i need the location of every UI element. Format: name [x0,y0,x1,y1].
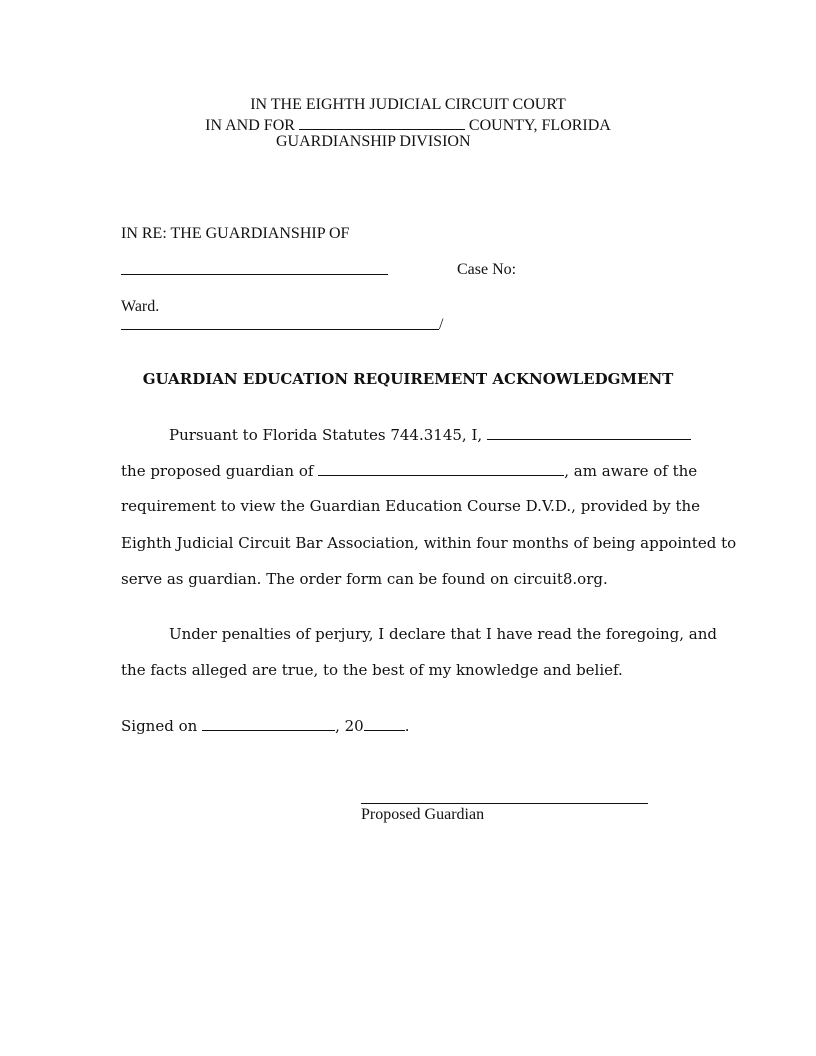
paragraph1-line3: requirement to view the Guardian Education Course D.V.D., provided by the [121,497,701,515]
caption-end-slash: / [439,316,444,333]
paragraph2-line1: Under penalties of perjury, I declare that I have read the foregoing, and [169,625,717,643]
aware-text: , am aware of the [564,462,698,480]
ward-name-blank[interactable] [121,274,388,275]
county-blank[interactable] [299,115,465,130]
paragraph1-line1 [169,425,691,444]
county-prefix: IN AND FOR [205,117,295,134]
statute-text: Pursuant to Florida Statutes 744.3145, I, [169,426,483,444]
signed-date-blank[interactable] [202,716,335,731]
county-line [0,115,816,135]
case-number-label: Case No: [457,261,517,278]
document-title: GUARDIAN EDUCATION REQUIREMENT ACKNOWLEDGMENT [142,370,674,388]
court-name: IN THE EIGHTH JUDICIAL CIRCUIT COURT [250,96,566,113]
paragraph1-line5: serve as guardian. The order form can be found on circuit8.org. [121,570,608,588]
paragraph2-line2: the facts alleged are true, to the best of my knowledge and belief. [121,661,623,679]
signed-on-label: Signed on [121,717,198,735]
proposed-guardian-of-text: the proposed guardian of [121,462,314,480]
in-re-line: IN RE: THE GUARDIANSHIP OF [121,225,350,242]
division-name: GUARDIANSHIP DIVISION [276,133,471,150]
signed-on-line [121,716,409,735]
year-prefix: , 20 [335,717,364,735]
county-suffix: COUNTY, FLORIDA [468,117,611,134]
year-blank[interactable] [364,716,405,731]
ward-label: Ward. [121,298,160,315]
ward-blank[interactable] [318,461,564,476]
signature-line[interactable] [361,803,648,804]
caption-rule [121,329,439,330]
signature-label: Proposed Guardian [361,806,485,823]
paragraph1-line4: Eighth Judicial Circuit Bar Association, within four months of being appointed to [121,534,737,552]
paragraph1-line2 [121,461,697,480]
guardian-name-blank[interactable] [487,425,691,440]
signed-period: . [404,717,410,735]
